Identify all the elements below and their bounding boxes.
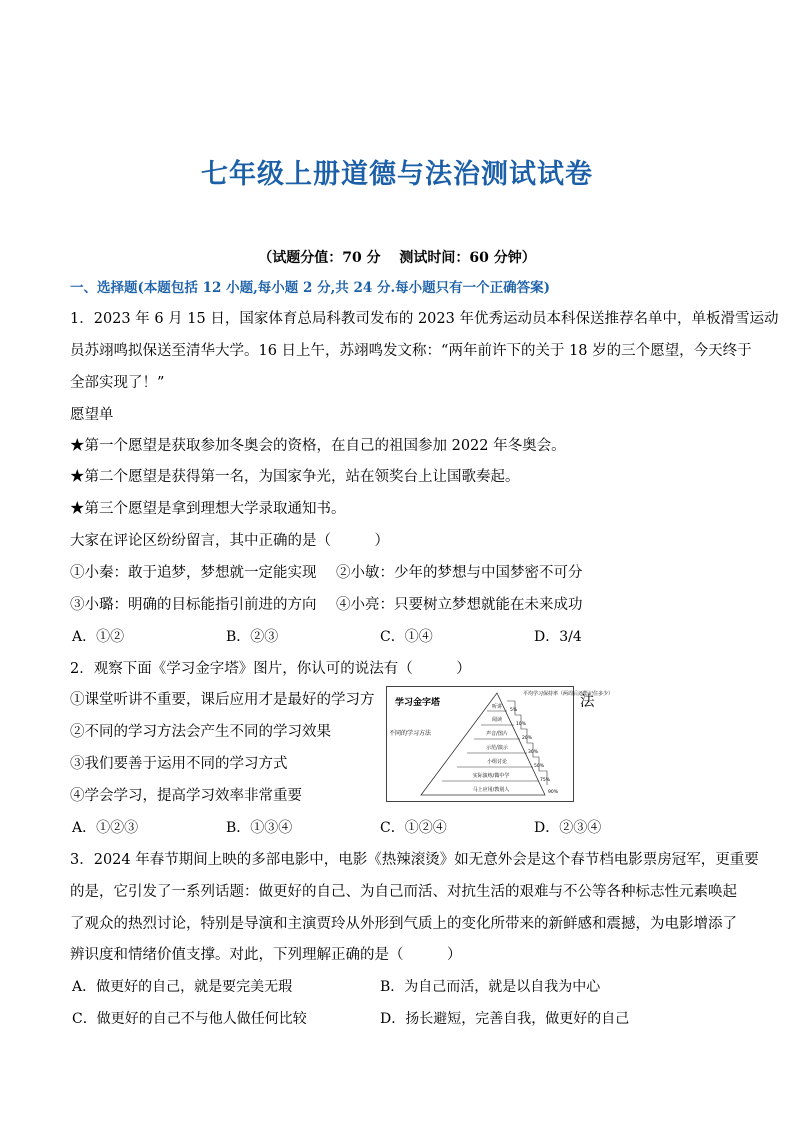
q2-statement-4: ④学会学习，提高学习效率非常重要 — [70, 788, 302, 804]
page-title: 七年级上册道德与法治测试试卷 — [201, 159, 593, 190]
q2-prompt: 2．观察下面《学习金字塔》图片，你认可的说法有（ ） — [70, 661, 471, 677]
q2-statement-2: ②不同的学习方法会产生不同的学习效果 — [70, 724, 331, 740]
pyramid-level-4: 示范/演示 — [486, 745, 508, 751]
learning-pyramid-figure — [386, 686, 614, 802]
q1-wish-2: ★第二个愿望是获得第一名，为国家争光，站在领奖台上让国歌奏起。 — [70, 469, 520, 485]
pyramid-level-1: 听讲 — [491, 704, 503, 710]
q1-statement-4: ④小亮：只要树立梦想就能在未来成功 — [336, 597, 583, 613]
q1-statement-2: ②小敏：少年的梦想与中国梦密不可分 — [336, 565, 583, 581]
section-heading: 一、选择题(本题包括 12 小题,每小题 2 分,共 24 分.每小题只有一个正确答案) — [70, 280, 551, 296]
pyramid-title: 学习金字塔 — [395, 698, 441, 708]
q1-option-b[interactable]: B．②③ — [226, 629, 279, 645]
pyramid-side-label: 不同的学习方法 — [389, 730, 432, 737]
pyramid-percent-4: 30% — [528, 750, 539, 755]
q1-wish-3: ★第三个愿望是拿到理想大学录取通知书。 — [70, 501, 346, 517]
q1-option-d[interactable]: D．3/4 — [534, 629, 582, 645]
q1-wish-title: 愿望单 — [70, 407, 114, 423]
pyramid-percent-3: 20% — [522, 736, 533, 741]
q1-statement-3: ③小璐：明确的目标能指引前进的方向 — [70, 597, 317, 613]
pyramid-outline — [421, 693, 545, 795]
q1-prompt: 大家在评论区纷纷留言，其中正确的是（ ） — [70, 533, 389, 549]
q1-option-c[interactable]: C．①④ — [380, 629, 433, 645]
q2-statement-3: ③我们要善于运用不同的学习方式 — [70, 756, 288, 772]
pyramid-levels — [442, 703, 539, 793]
q2-option-b[interactable]: B．①③④ — [226, 820, 293, 836]
pyramid-level-3: 声音/图片 — [486, 731, 508, 737]
q1-stem-line-2: 员苏翊鸣拟保送至清华大学。16 日上午，苏翊鸣发文称：“两年前许下的关于 18 岁的三个愿望，今天终于 — [70, 343, 752, 359]
pyramid-percent-5: 50% — [534, 764, 545, 769]
pyramid-level-6: 实际演练/做中学 — [472, 773, 510, 779]
pyramid-level-5: 小组讨论 — [486, 759, 508, 765]
q2-option-d[interactable]: D．②③④ — [534, 820, 602, 836]
q1-stem-line-1: 1．2023 年 6 月 15 日，国家体育总局科教司发布的 2023 年优秀运动员本科保送推荐名单中，单板滑雪运动 — [70, 311, 779, 327]
q3-stem-line-2: 的是，它引发了一系列话题：做更好的自己、为自己而活、对抗生活的艰难与不公等各种标志性元素唤起 — [70, 884, 737, 900]
q1-stem-line-3: 全部实现了！” — [70, 375, 165, 391]
pyramid-level-7: 马上应用/教别人 — [472, 787, 510, 793]
q2-option-c[interactable]: C．①②④ — [380, 820, 447, 836]
pyramid-percent-2: 10% — [516, 722, 527, 727]
q1-wish-1: ★第一个愿望是获取参加冬奥会的资格，在自己的祖国参加 2022 年冬奥会。 — [70, 438, 566, 454]
q3-stem-line-1: 3．2024 年春节期间上映的多部电影中，电影《热辣滚烫》如无意外会是这个春节档电影票房冠军，更重要 — [70, 852, 759, 868]
q3-stem-line-3: 了观众的热烈讨论，特别是导演和主演贾玲从外形到气质上的变化所带来的新鲜感和震撼，为电影增添了 — [70, 916, 737, 932]
q3-option-a[interactable]: A．做更好的自己，就是要完美无瑕 — [72, 979, 293, 995]
pyramid-percent-7: 90% — [548, 790, 559, 795]
q3-stem-line-4: 辨识度和情绪价值支撑。对此，下列理解正确的是（ ） — [70, 947, 462, 963]
q3-option-d[interactable]: D．扬长避短，完善自我，做更好的自己 — [380, 1011, 630, 1027]
q3-option-c[interactable]: C．做更好的自己不与他人做任何比较 — [72, 1011, 307, 1027]
pyramid-header: 平均学习保持率（两周后还能记住多少） — [523, 691, 614, 697]
q1-option-a[interactable]: A．①② — [72, 629, 125, 645]
q1-statement-1: ①小秦：敢于追梦，梦想就一定能实现 — [70, 565, 317, 581]
pyramid-percent-1: 5% — [510, 708, 518, 713]
q3-option-b[interactable]: B．为自己而活，就是以自我为中心 — [380, 979, 601, 995]
pyramid-level-2: 阅读 — [491, 717, 503, 723]
q2-statement-1-tail: 法 — [580, 694, 595, 710]
exam-info: （试题分值：70 分 测试时间：60 分钟） — [258, 250, 536, 266]
q2-statement-1: ①课堂听讲不重要，课后应用才是最好的学习方 — [70, 692, 375, 708]
q2-option-a[interactable]: A．①②③ — [72, 820, 139, 836]
pyramid-percent-6: 75% — [540, 778, 551, 783]
